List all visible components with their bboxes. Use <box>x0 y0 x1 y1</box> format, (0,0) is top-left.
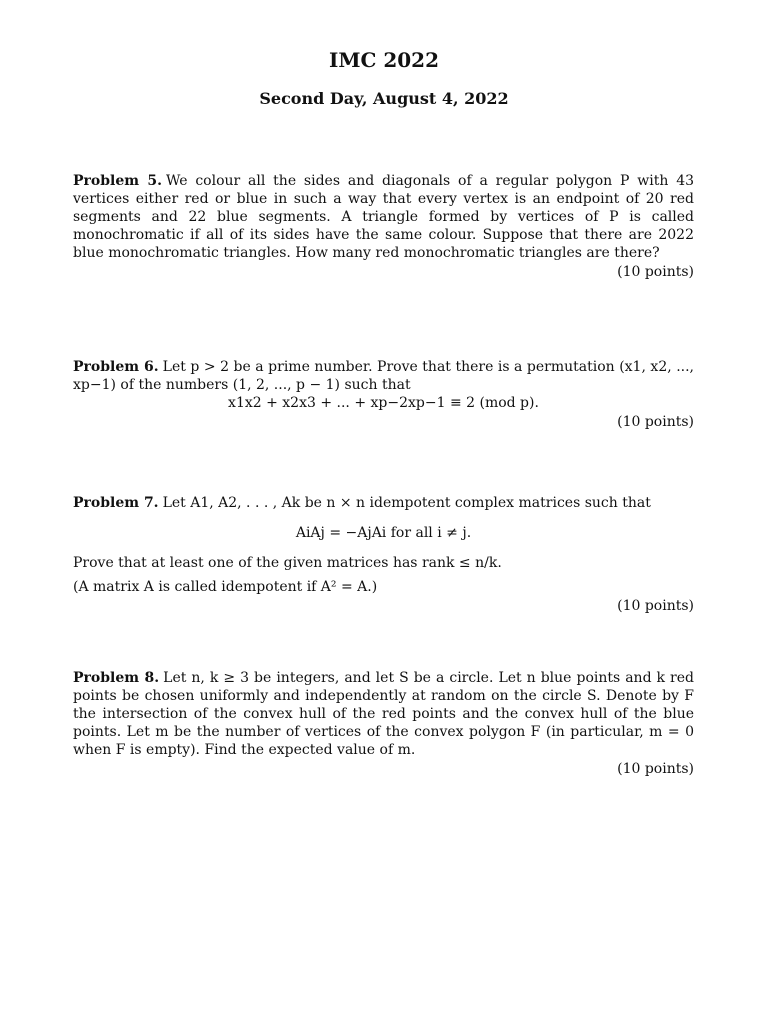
problem-6-text: Let p > 2 be a prime number. Prove that there is a permutation (x1, x2, ..., xp−1) of the numbers (1, 2, ..., p − 1) such that <box>73 359 695 393</box>
problem-5-label: Problem 5. <box>73 173 162 189</box>
problem-6 <box>73 358 694 431</box>
problem-6-label: Problem 6. <box>73 359 159 375</box>
problem-6-points: (10 points) <box>617 414 694 430</box>
page-subtitle: Second Day, August 4, 2022 <box>259 89 509 108</box>
problem-7-text: Let A1, A2, . . . , Ak be n × n idempotent complex matrices such that <box>162 495 651 511</box>
problem-7-rank-statement: Prove that at least one of the given matrices has rank ≤ n/k. <box>73 555 502 571</box>
problem-5 <box>73 172 694 281</box>
page-title: IMC 2022 <box>328 48 440 72</box>
problem-7-points: (10 points) <box>617 598 694 614</box>
problem-7-label: Problem 7. <box>73 495 159 511</box>
problem-7-formula: AiAj = −AjAi for all i ≠ j. <box>295 525 472 541</box>
problem-8-body <box>73 669 694 759</box>
problem-7-body <box>73 494 694 512</box>
problem-6-formula: x1x2 + x2x3 + ... + xp−2xp−1 ≡ 2 (mod p). <box>228 395 539 411</box>
problem-5-body <box>73 172 694 262</box>
problem-5-text: We colour all the sides and diagonals of a regular polygon P with 43 vertices either red or blue in such a way that every vertex is an endpoint of 20 red segments and 22 blue segments. A triangle formed by vertices of P is called monochromatic if all of its sides have the same colour. Suppose that there are 2022 blue monochromatic triangles. How many red monochromatic triangles are there? <box>73 173 695 261</box>
problem-7-definition: (A matrix A is called idempotent if A² = A.) <box>73 579 378 595</box>
problem-5-points: (10 points) <box>617 264 694 280</box>
problem-8-points: (10 points) <box>617 761 694 777</box>
problem-8-text: Let n, k ≥ 3 be integers, and let S be a circle. Let n blue points and k red points be chosen uniformly and independently at random on the circle S. Denote by F the intersection of the convex hull of the red points and the convex hull of the blue points. Let m be the number of vertices of the convex polygon F (in particular, m = 0 when F is empty). Find the expected value of m. <box>73 670 694 758</box>
problem-8-label: Problem 8. <box>73 670 160 686</box>
problem-6-body <box>73 358 694 394</box>
problem-8 <box>73 669 694 778</box>
problem-7 <box>73 494 694 615</box>
